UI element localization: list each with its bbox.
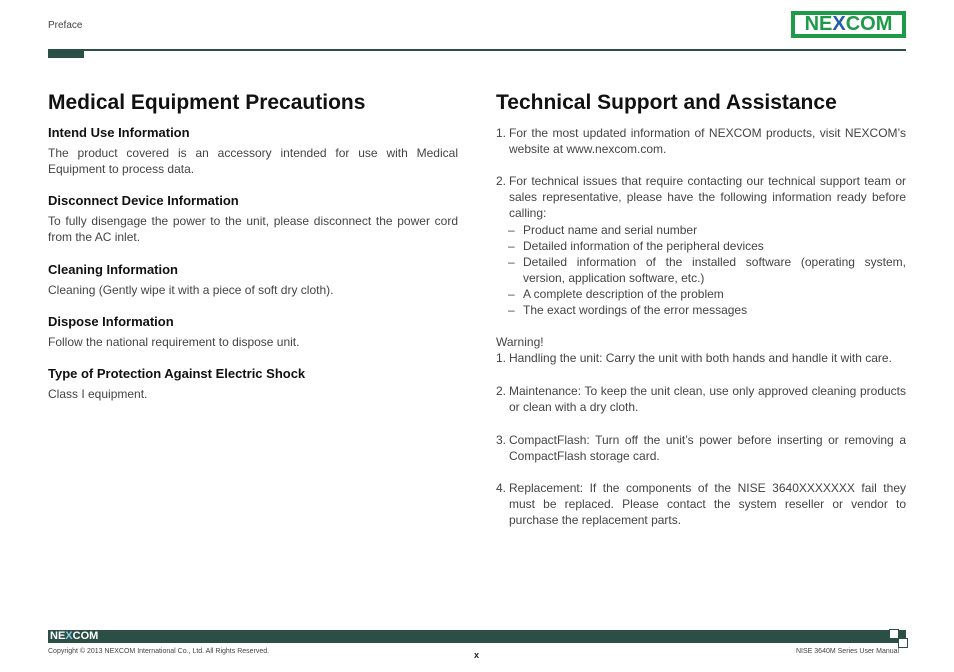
item-text: Replacement: If the components of the NISE 3640XXXXXXX fail they must be replaced. Please contact the system reseller or vendor to purchase the replacement parts.: [509, 481, 906, 527]
header-tab: [48, 49, 84, 58]
footer-bar: [48, 630, 906, 643]
item-text: Handling the unit: Carry the unit with both hands and handle it with care.: [509, 351, 892, 365]
item-text: For technical issues that require contacting our technical support team or sales representative, please have the following information ready before calling:: [509, 174, 906, 220]
section-body: Class I equipment.: [48, 387, 148, 401]
page-number: x: [474, 650, 480, 660]
section-body: To fully disengage the power to the unit, please disconnect the power cord from the AC inlet.: [48, 214, 458, 244]
section-heading: Dispose Information: [48, 314, 174, 329]
section-body: The product covered is an accessory intended for use with Medical Equipment to process data.: [48, 146, 458, 176]
section-body: Cleaning (Gently wipe it with a piece of soft dry cloth).: [48, 283, 334, 297]
support-item: [496, 125, 906, 157]
logo-x: X: [65, 630, 73, 642]
item-number: 1.: [496, 351, 507, 365]
warning-item: [496, 432, 906, 464]
right-title: Technical Support and Assistance: [496, 91, 837, 114]
footer-logo: [50, 631, 98, 642]
item-text: Maintenance: To keep the unit clean, use only approved cleaning products or clean with a dry cloth.: [509, 384, 906, 414]
dash-marker: –: [508, 223, 515, 237]
nexcom-logo: [791, 11, 906, 38]
footer-square-decoration: [898, 638, 908, 648]
logo-x: X: [832, 13, 846, 35]
section-heading: Disconnect Device Information: [48, 193, 239, 208]
warning-label: Warning!: [496, 335, 544, 349]
logo-com: COM: [72, 630, 99, 642]
manual-name: NISE 3640M Series User Manual: [796, 648, 900, 655]
item-text: For the most updated information of NEXCOM products, visit NEXCOM’s website at www.nexcom.com.: [509, 126, 906, 156]
info-list-item: [508, 238, 906, 254]
logo-ne: NE: [804, 13, 833, 35]
info-list-item: [508, 254, 906, 286]
info-list-item: [508, 286, 906, 302]
section-heading: Cleaning Information: [48, 262, 178, 277]
section-heading: Type of Protection Against Electric Shock: [48, 366, 306, 381]
item-text: Detailed information of the installed software (operating system, version, application software, etc.): [523, 255, 906, 285]
header-rule: [48, 49, 906, 51]
left-title: Medical Equipment Precautions: [48, 91, 366, 114]
warning-item: [496, 350, 906, 366]
dash-marker: –: [508, 239, 515, 253]
item-text: CompactFlash: Turn off the unit’s power before inserting or removing a CompactFlash storage card.: [509, 433, 906, 463]
logo-com: COM: [845, 13, 893, 35]
item-number: 4.: [496, 481, 507, 495]
item-number: 3.: [496, 433, 507, 447]
warning-item: [496, 480, 906, 528]
item-number: 2.: [496, 384, 507, 398]
logo-ne: NE: [50, 630, 66, 642]
item-number: 2.: [496, 174, 507, 188]
info-list-item: [508, 302, 906, 318]
item-text: The exact wordings of the error messages: [523, 303, 748, 317]
dash-marker: –: [508, 255, 515, 269]
support-item: [496, 173, 906, 221]
section-heading: Intend Use Information: [48, 125, 190, 140]
copyright-text: Copyright © 2013 NEXCOM International Co., Ltd. All Rights Reserved.: [48, 648, 270, 655]
dash-marker: –: [508, 287, 515, 301]
section-body: Follow the national requirement to dispose unit.: [48, 335, 300, 349]
item-text: A complete description of the problem: [523, 287, 724, 301]
item-text: Product name and serial number: [523, 223, 698, 237]
dash-marker: –: [508, 303, 515, 317]
item-text: Detailed information of the peripheral devices: [523, 239, 764, 253]
running-header: Preface: [48, 20, 83, 31]
warning-item: [496, 383, 906, 415]
info-list-item: [508, 222, 906, 238]
item-number: 1.: [496, 126, 507, 140]
